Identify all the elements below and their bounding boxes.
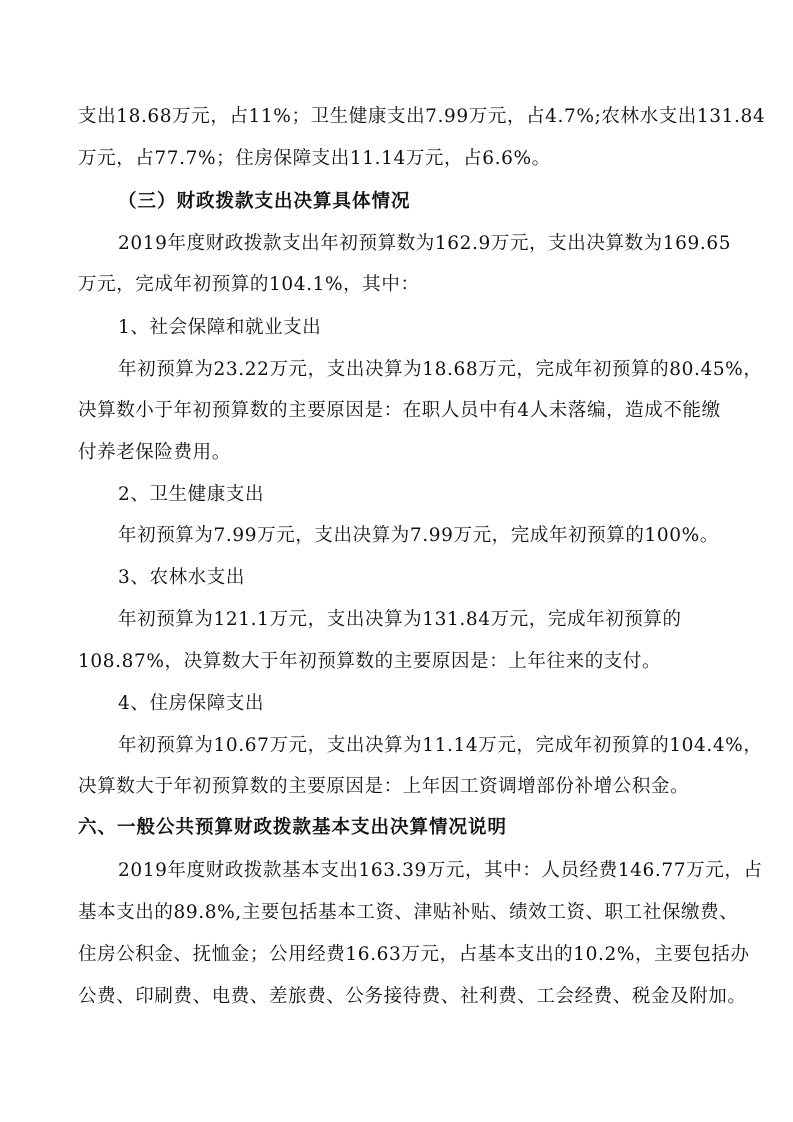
subsection-heading: 1、社会保障和就业支出 [118,317,322,338]
text-line: 付养老保险费用。 [78,442,231,463]
text-line: 108.87%，决算数大于年初预算数的主要原因是：上年往来的支付。 [78,651,662,672]
subsection-heading: 3、农林水支出 [118,567,245,588]
section-heading: 六、一般公共预算财政拨款基本支出决算情况说明 [78,817,508,838]
text-line: 住房公积金、抚恤金；公用经费16.63万元，占基本支出的10.2%，主要包括办 [78,944,750,965]
text-line: 决算数小于年初预算数的主要原因是：在职人员中有4人未落编，造成不能缴 [78,400,721,421]
text-line: 万元，占77.7%；住房保障支出11.14万元，占6.6%。 [78,148,551,169]
text-line: 基本支出的89.8%,主要包括基本工资、津贴补贴、绩效工资、职工社保缴费、 [78,902,739,923]
text-line: 决算数大于年初预算数的主要原因是：上年因工资调增部份补增公积金。 [78,776,690,797]
text-line: 年初预算为23.22万元，支出决算为18.68万元，完成年初预算的80.45%， [118,359,763,380]
subsection-heading: 4、住房保障支出 [118,693,265,714]
section-heading: （三）财政拨款支出决算具体情况 [118,191,411,212]
text-line: 年初预算为7.99万元，支出决算为7.99万元，完成年初预算的100%。 [118,525,719,546]
text-line: 年初预算为121.1万元，支出决算为131.84万元，完成年初预算的 [118,609,682,630]
subsection-heading: 2、卫生健康支出 [118,484,265,505]
text-line: 公费、印刷费、电费、差旅费、公务接待费、社利费、工会经费、税金及附加。 [78,986,747,1007]
text-line: 2019年度财政拨款支出年初预算数为162.9万元，支出决算数为169.65 [118,233,732,254]
text-line: 2019年度财政拨款基本支出163.39万元，其中：人员经费146.77万元，占 [118,860,763,881]
text-line: 年初预算为10.67万元，支出决算为11.14万元，完成年初预算的104.4%， [118,735,763,756]
text-line: 支出18.68万元，占11%；卫生健康支出7.99万元，占4.7%;农林水支出131.84 [78,106,766,127]
text-line: 万元，完成年初预算的104.1%，其中： [78,274,420,295]
